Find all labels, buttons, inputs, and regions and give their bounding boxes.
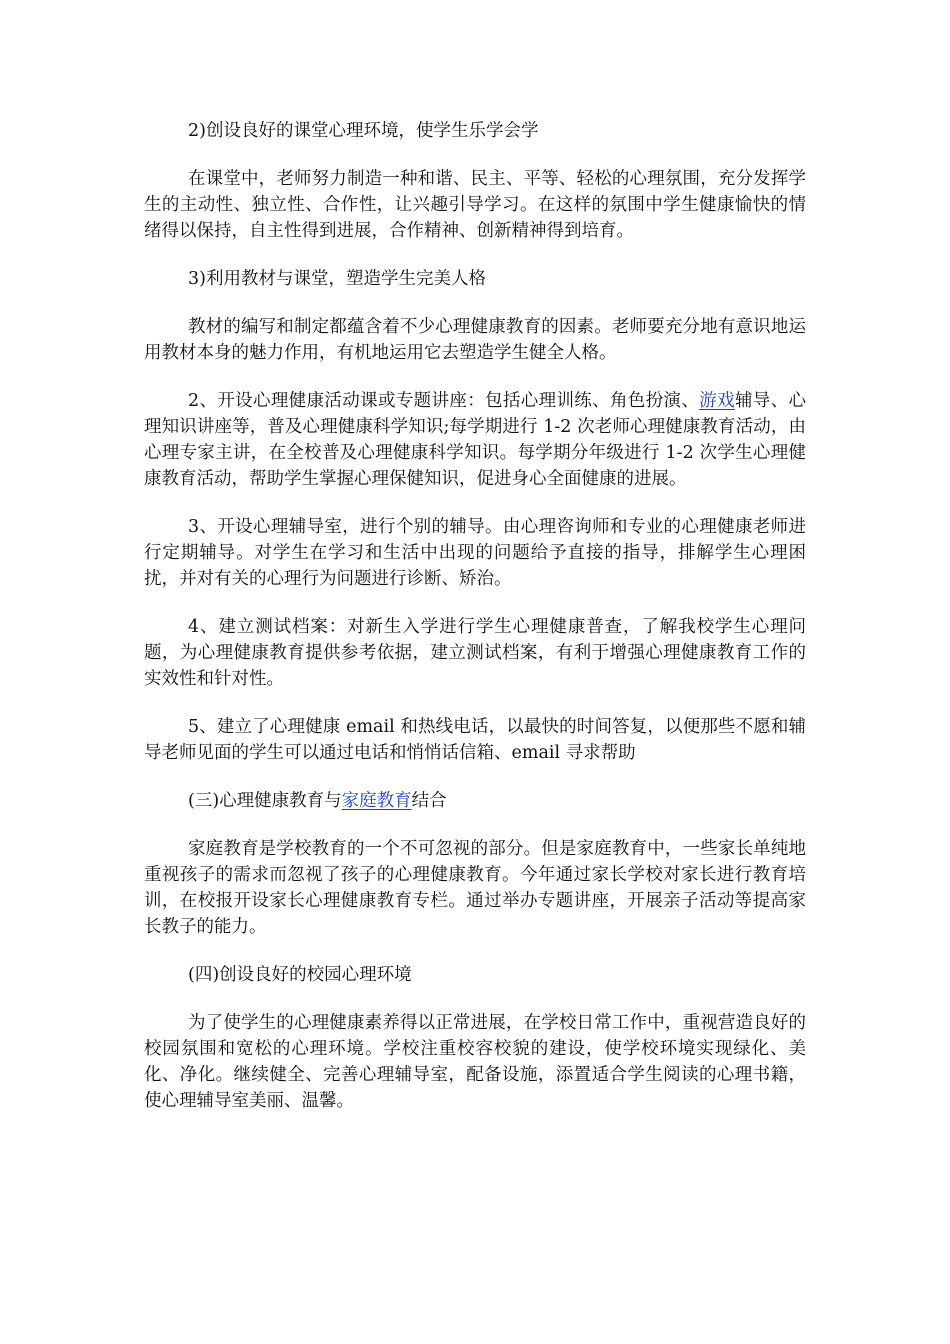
document-body — [144, 118, 806, 1136]
paragraph-activity-courses-text-before: 2、开设心理健康活动课或专题讲座：包括心理训练、角色扮演、 — [188, 391, 700, 411]
section-heading-textbook-personality: 3)利用教材与课堂，塑造学生完美人格 — [188, 269, 486, 289]
paragraph-test-records: 4、建立测试档案：对新生入学进行学生心理健康普查，了解我校学生心理问题，为心理健康教育提供参考依据，建立测试档案，有利于增强心理健康教育工作的实效性和针对性。 — [144, 617, 806, 689]
paragraph-textbook-usage: 教材的编写和制定都蕴含着不少心理健康教育的因素。老师要充分地有意识地运用教材本身的魅力作用，有机地运用它去塑造学生健全人格。 — [144, 317, 806, 363]
paragraph-email-hotline: 5、建立了心理健康 email 和热线电话，以最快的时间答复，以便那些不愿和辅导老师见面的学生可以通过电话和悄悄话信箱、email 寻求帮助 — [144, 717, 806, 763]
paragraph-campus-environment: 为了使学生的心理健康素养得以正常进展，在学校日常工作中，重视营造良好的校园氛围和宽松的心理环境。学校注重校容校貌的建设，使学校环境实现绿化、美化、净化。继续健全、完善心理辅导室，配备设施，添置适合学生阅读的心理书籍，使心理辅导室美丽、温馨。 — [144, 1013, 806, 1111]
link-family-education[interactable]: 家庭教育 — [341, 791, 412, 811]
paragraph-family-education: 家庭教育是学校教育的一个不可忽视的部分。但是家庭教育中，一些家长单纯地重视孩子的需求而忽视了孩子的心理健康教育。今年通过家长学校对家长进行教育培训，在校报开设家长心理健康教育专栏。通过举办专题讲座，开展亲子活动等提高家长教子的能力。 — [144, 839, 806, 937]
paragraph-activity-courses-text-after: 辅导、心理知识讲座等，普及心理健康科学知识;每学期进行 1-2 次老师心理健康教育活动，由心理专家主讲，在全校普及心理健康科学知识。每学期分年级进行 1-2 次学生心理健康教育活动，帮助学生掌握心理保健知识，促进身心全面健康的进展。 — [144, 391, 806, 489]
paragraph-classroom-atmosphere: 在课堂中，老师努力制造一种和谐、民主、平等、轻松的心理氛围，充分发挥学生的主动性、独立性、合作性，让兴趣引导学习。在这样的氛围中学生健康愉快的情绪得以保持，自主性得到进展，合作精神、创新精神得到培育。 — [144, 169, 806, 241]
paragraph-counseling-room: 3、开设心理辅导室，进行个别的辅导。由心理咨询师和专业的心理健康老师进行定期辅导。对学生在学习和生活中出现的问题给予直接的指导，排解学生心理困扰，并对有关的心理行为问题进行诊断、矫治。 — [144, 517, 806, 589]
section-heading-family-education-after: 结合 — [411, 791, 447, 811]
section-heading-family-education — [144, 788, 806, 814]
paragraph-activity-courses — [144, 388, 806, 492]
section-heading-classroom-environment: 2)创设良好的课堂心理环境，使学生乐学会学 — [188, 121, 539, 141]
section-heading-campus-environment: (四)创设良好的校园心理环境 — [188, 965, 412, 985]
section-heading-family-education-before: (三)心理健康教育与 — [188, 791, 342, 811]
link-games[interactable]: 游戏 — [699, 391, 735, 411]
